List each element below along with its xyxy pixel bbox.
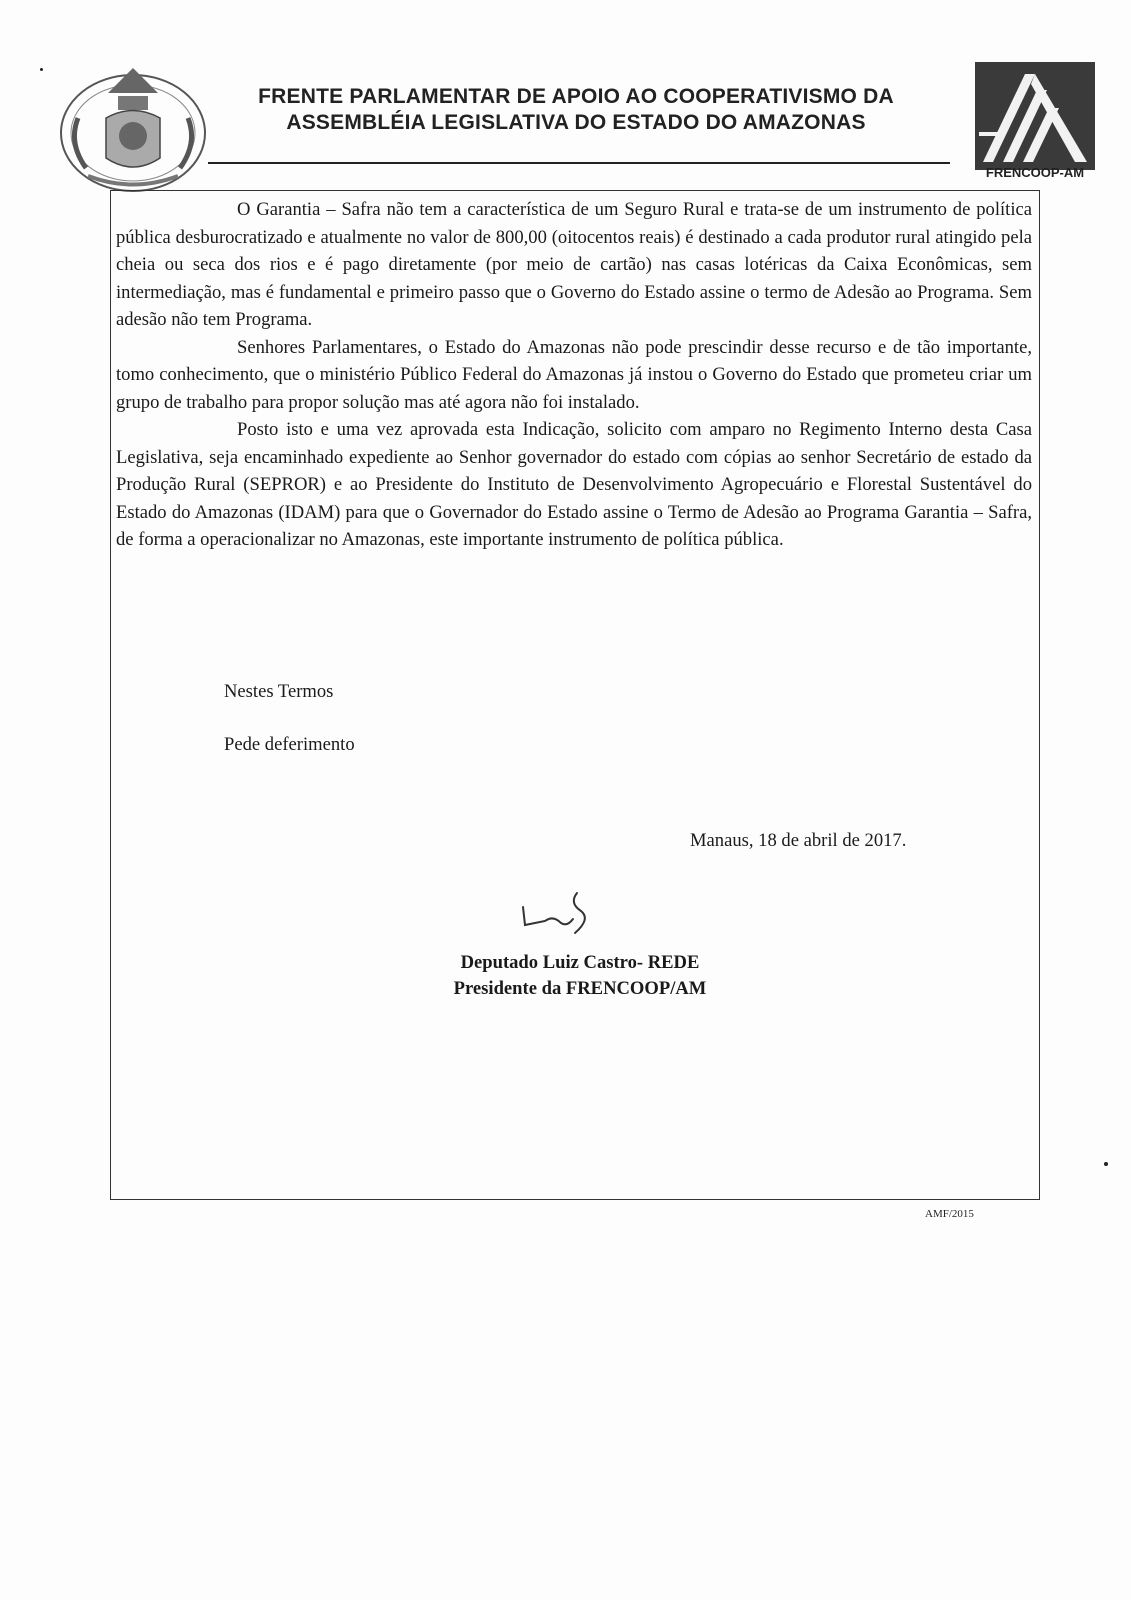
- header-divider: [208, 162, 950, 164]
- scan-speck: [40, 68, 43, 71]
- closing-line: Nestes Termos: [224, 681, 334, 702]
- header-title: [216, 84, 936, 136]
- scan-speck: [1104, 1162, 1108, 1166]
- header-title-line1: FRENTE PARLAMENTAR DE APOIO AO COOPERATIVISMO DA: [258, 85, 894, 108]
- handwritten-signature: [515, 885, 615, 945]
- paragraph: Posto isto e uma vez aprovada esta Indicação, solicito com amparo no Regimento Interno desta Casa Legislativa, seja encaminhado expediente ao Senhor governador do estado com cópias ao senhor Secretário de estado da Produção Rural (SEPROR) e ao Presidente do Instituto de Desenvolvimento Agropecuário e Florestal Sustentável do Estado do Amazonas (IDAM) para que o Governador do Estado assine o Termo de Adesão ao Programa Garantia – Safra, de forma a operacionalizar no Amazonas, este importante instrumento de política pública.: [116, 419, 1032, 550]
- frencoop-logo-icon: [975, 62, 1095, 170]
- paragraph: O Garantia – Safra não tem a característica de um Seguro Rural e trata-se de um instrumento de política pública desburocratizado e atualmente no valor de 800,00 (oitocentos reais) é destinado a cada produtor rural atingido pela cheia ou seca dos rios e é pago diretamente (por meio de cartão) nas casas lotéricas da Caixa Econômicas, sem intermediação, mas é fundamental e primeiro passo que o Governo do Estado assine o termo de Adesão ao Programa. Sem adesão não tem Programa.: [116, 199, 1032, 330]
- body-text: [116, 196, 1032, 554]
- logo-caption: FRENCOOP-AM: [985, 165, 1085, 180]
- footer-code: AMF/2015: [925, 1208, 974, 1220]
- signer-block: [380, 950, 780, 1002]
- header-title-line2: ASSEMBLÉIA LEGISLATIVA DO ESTADO DO AMAZONAS: [286, 111, 866, 134]
- paragraph: Senhores Parlamentares, o Estado do Amazonas não pode prescindir desse recurso e de tão importante, tomo conhecimento, que o ministério Público Federal do Amazonas já instou o Governo do Estado que prometeu criar um grupo de trabalho para propor solução mas até agora não foi instalado.: [116, 336, 1032, 413]
- signer-name: Deputado Luiz Castro- REDE: [460, 952, 700, 973]
- signer-role: Presidente da FRENCOOP/AM: [453, 978, 707, 999]
- state-crest-icon: [48, 48, 218, 198]
- date-line: Manaus, 18 de abril de 2017.: [690, 830, 907, 851]
- closing-line: Pede deferimento: [224, 734, 355, 755]
